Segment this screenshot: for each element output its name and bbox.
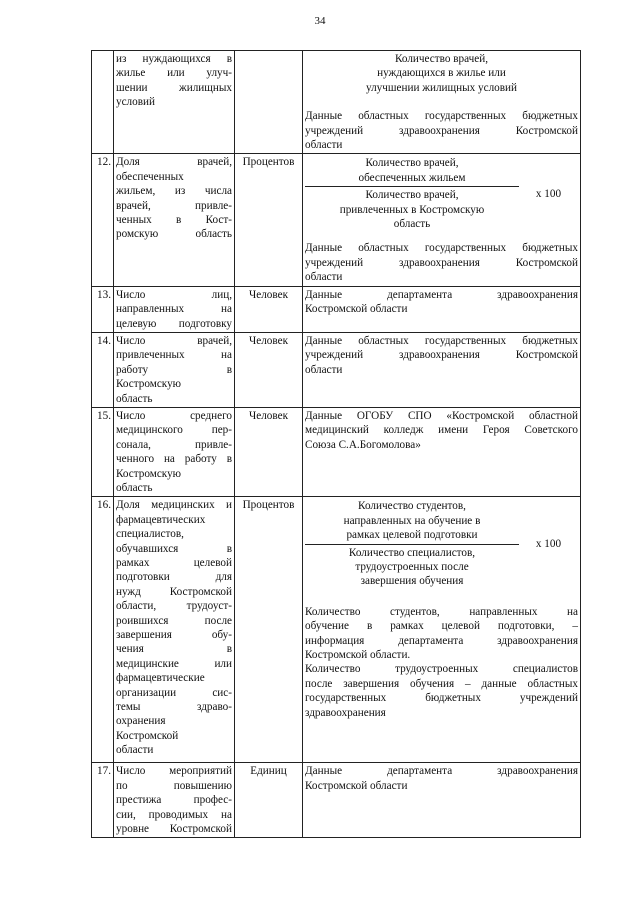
table-row: [92, 154, 581, 286]
unit-of-measure: Человек: [235, 332, 303, 407]
row-number: 12.: [92, 154, 114, 286]
table-row: [92, 497, 581, 763]
row-number: 15.: [92, 407, 114, 496]
calculation-method: [303, 407, 581, 496]
data-source: Данные департамента здравоохранения: [305, 765, 578, 778]
data-source: медицинский колледж имени Героя Советского: [305, 424, 578, 437]
row-number: 14.: [92, 332, 114, 407]
data-source: Данные областных государственных бюджетных: [305, 334, 578, 347]
data-source: области: [305, 139, 343, 152]
data-source: Данные ОГОБУ СПО «Костромской областной: [305, 409, 578, 422]
data-source: Костромской области.: [305, 649, 411, 662]
formula: [305, 499, 578, 588]
formula-numerator: Количество врачей,: [365, 157, 459, 170]
indicator-name: Доля врачей, обеспеченных жильем, из числа врачей, привле- ченных в Кост- ромскую область: [114, 154, 235, 286]
calculation-method: [303, 497, 581, 763]
unit-of-measure: Процентов: [235, 497, 303, 763]
formula-line: Количество врачей,: [394, 53, 488, 65]
formula-numerator: направленных на обучение в: [343, 514, 481, 527]
fraction-bar: [305, 186, 519, 187]
formula: [305, 156, 578, 231]
table-row: [92, 51, 581, 154]
table-row: [92, 407, 581, 496]
data-source: здравоохранения: [305, 706, 386, 719]
indicator-name: Число лиц, направленных на целевую подготовку: [114, 286, 235, 332]
fraction-bar: [305, 544, 519, 545]
unit-of-measure: Человек: [235, 407, 303, 496]
formula-denominator: Количество специалистов,: [348, 546, 476, 559]
data-source: государственных бюджетных учреждений: [305, 692, 578, 705]
data-source: Количество студентов, направленных на: [305, 605, 578, 618]
data-source: учреждений здравоохранения Костромской: [305, 349, 578, 362]
formula-denominator: Количество врачей,: [365, 189, 459, 202]
formula-numerator: Количество студентов,: [358, 500, 466, 513]
data-source: Костромской области: [305, 303, 408, 316]
formula-denominator: область: [393, 218, 431, 231]
data-source: области: [305, 363, 343, 376]
page-number: 34: [314, 15, 326, 27]
calculation-method: [303, 154, 581, 286]
formula-denominator: завершения обучения: [360, 575, 464, 588]
unit-of-measure: Человек: [235, 286, 303, 332]
table-row: [92, 286, 581, 332]
unit-of-measure: [235, 51, 303, 154]
data-source: Количество трудоустроенных специалистов: [305, 663, 578, 676]
indicators-table: [91, 50, 581, 838]
calculation-method: [303, 332, 581, 407]
row-number: 17.: [92, 763, 114, 838]
data-source: учреждений здравоохранения Костромской: [305, 124, 578, 137]
row-number: [92, 51, 114, 154]
formula-multiplier: x 100: [535, 537, 562, 550]
calculation-method: [303, 51, 581, 154]
unit-of-measure: Процентов: [235, 154, 303, 286]
table-row: [92, 332, 581, 407]
data-source: Данные департамента здравоохранения: [305, 288, 578, 301]
data-source: обучение в рамках целевой подготовки, –: [305, 620, 578, 633]
formula-multiplier: x 100: [535, 187, 562, 200]
indicator-name: Число среднего медицинского пер- сонала, привле- ченного на работу в Костромскую область: [114, 407, 235, 496]
data-source: Костромской области: [305, 779, 408, 792]
calculation-method: [303, 763, 581, 838]
indicator-name: Доля медицинских и фармацевтических специалистов, обучавшихся в рамках целевой подготовки для нужд Костромской области, трудоуст- роившихся после завершения обу- чения в медицинские или фармацевтические организации сис- темы здраво- охранения Костромской области: [114, 497, 235, 763]
indicator-name: Число врачей, привлеченных на работу в Костромскую область: [114, 332, 235, 407]
formula-line: нуждающихся в жилье или: [377, 67, 506, 80]
data-source: учреждений здравоохранения Костромской: [305, 256, 578, 269]
formula-line: улучшении жилищных условий: [365, 81, 518, 94]
row-number: 13.: [92, 286, 114, 332]
data-source: Данные областных государственных бюджетных: [305, 242, 578, 255]
formula-numerator: рамках целевой подготовки: [346, 529, 478, 542]
data-source: Союза С.А.Богомолова»: [305, 438, 421, 451]
formula-denominator: привлеченных в Костромскую: [339, 203, 485, 216]
formula-denominator: трудоустроенных после: [355, 561, 469, 573]
data-source: информация департамента здравоохранения: [305, 634, 578, 647]
indicator-name: Число мероприятий по повышению престижа профес- сии, проводимых на уровне Костромской: [114, 763, 235, 838]
table-row: [92, 763, 581, 838]
indicator-name: из нуждающихся в жилье или улуч- шении жилищных условий: [114, 51, 235, 154]
unit-of-measure: Единиц: [235, 763, 303, 838]
formula-numerator: обеспеченных жильем: [358, 171, 466, 184]
data-source: Данные областных государственных бюджетных: [305, 110, 578, 123]
data-source: после завершения обучения – данные областных: [305, 677, 578, 690]
row-number: 16.: [92, 497, 114, 763]
data-source: области: [305, 271, 343, 284]
calculation-method: [303, 286, 581, 332]
